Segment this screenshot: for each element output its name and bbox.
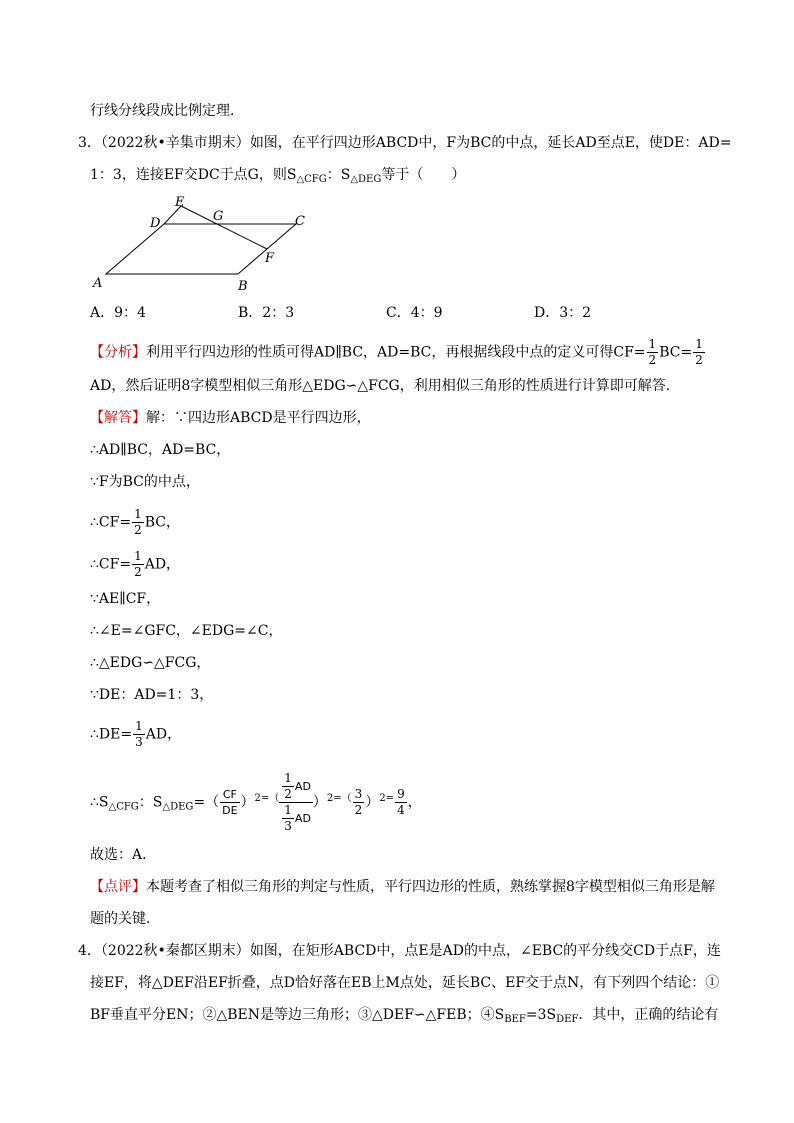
comment-tag: 【点评】: [90, 879, 146, 895]
question-source: （2022秋•辛集市期末）: [100, 135, 250, 151]
solution-step: ∵DE：AD=1：3，: [90, 687, 214, 703]
answer-tag: 【解答】: [90, 410, 146, 426]
parallelogram-figure: [88, 188, 318, 297]
question-3-line-2: 1：3，连接EF交DC于点G，则$S_{\triangle CFG}$：$S_{\triangle DEG}$等于（ ）: [90, 167, 466, 185]
option-d: D．3：2: [534, 305, 592, 321]
analysis-line-2: AD，然后证明8字模型相似三角形△EDG∽△FCG，利用相似三角形的性质进行计算即可解答．: [90, 378, 680, 394]
solution-step: ∴∠E=∠GFC，∠EDG=∠C，: [90, 623, 283, 639]
label-D: D: [150, 216, 161, 231]
label-B: B: [238, 279, 248, 293]
comment-line-2: 题的关键．: [90, 911, 160, 927]
comment-line-1: 【点评】本题考查了相似三角形的判定与性质，平行四边形的性质，熟练掌握8字模型相似三角形是解: [90, 879, 715, 895]
solution-step: ∴△EDG∽△FCG，: [90, 655, 211, 671]
option-c: C．4：9: [386, 305, 443, 321]
solution-step: ∵F为BC的中点，: [90, 474, 200, 490]
option-a: A．9：4: [90, 305, 146, 321]
question-4-line-1: 4．（2022秋•秦都区期末）如图，在矩形ABCD中，点E是AD的中点，∠EBC的平分线交CD于点F，连: [78, 943, 721, 959]
analysis-tag: 【分析】: [90, 344, 146, 361]
label-A: A: [93, 276, 103, 291]
question-source: （2022秋•秦都区期末）: [100, 943, 250, 959]
question-3-line-1: 3．（2022秋•辛集市期末）如图，在平行四边形ABCD中，F为BC的中点，延长AD至点E，使DE：AD=: [78, 135, 732, 151]
solution-step: ∵AE∥CF，: [90, 591, 161, 607]
option-b: B．2：3: [238, 305, 295, 321]
conclusion: 故选：A．: [90, 847, 157, 863]
ratio-calculation: $\therefore S_{\triangle CFG}$：$S_{\triangle DEG}=$（ $\frac{CF}{DE}$ ）$^{2=(}$ $\frac{1}{2}$ AD $\frac{1}{3}$ AD ）$^{2=(}$ $\frac{3}{2}$ ）$^{2=}$ $\frac{9}{4}$ ，: [90, 771, 422, 834]
solution-step: ∴CF= $\frac{1}{2}$ BC，: [90, 507, 180, 537]
label-C: C: [295, 214, 305, 229]
question-4-line-2: 接EF，将△DEF沿EF折叠，点D恰好落在EB上M点处，延长BC、EF交于点N，有下列四个结论：①: [90, 975, 720, 991]
solution-step: ∴CF= $\frac{1}{2}$ AD，: [90, 549, 181, 579]
question-number: 4．: [78, 943, 101, 959]
question-4-line-3: BF垂直平分EN；②△BEN是等边三角形；③△DEF∽△FEB；$④S_{BEF}=3S_{DEF}$．其中，正确的结论有: [90, 1007, 719, 1025]
answer-line-1: 【解答】解：∵四边形ABCD是平行四边形，: [90, 410, 371, 426]
analysis-line-1: 【分析】利用平行四边形的性质可得AD∥BC，AD=BC，再根据线段中点的定义可得CF= $\frac{1}{2}$ BC= $\frac{1}{2}$: [90, 337, 703, 367]
text-line: 行线分线段成比例定理．: [90, 103, 244, 119]
question-number: 3．: [78, 135, 101, 151]
solution-step: ∴AD∥BC，AD=BC，: [90, 442, 231, 458]
label-F: F: [265, 251, 275, 266]
label-G: G: [213, 209, 224, 224]
solution-step: ∴DE= $\frac{1}{3}$ AD，: [90, 719, 182, 749]
label-E: E: [175, 195, 185, 210]
answer-options: [90, 303, 682, 323]
